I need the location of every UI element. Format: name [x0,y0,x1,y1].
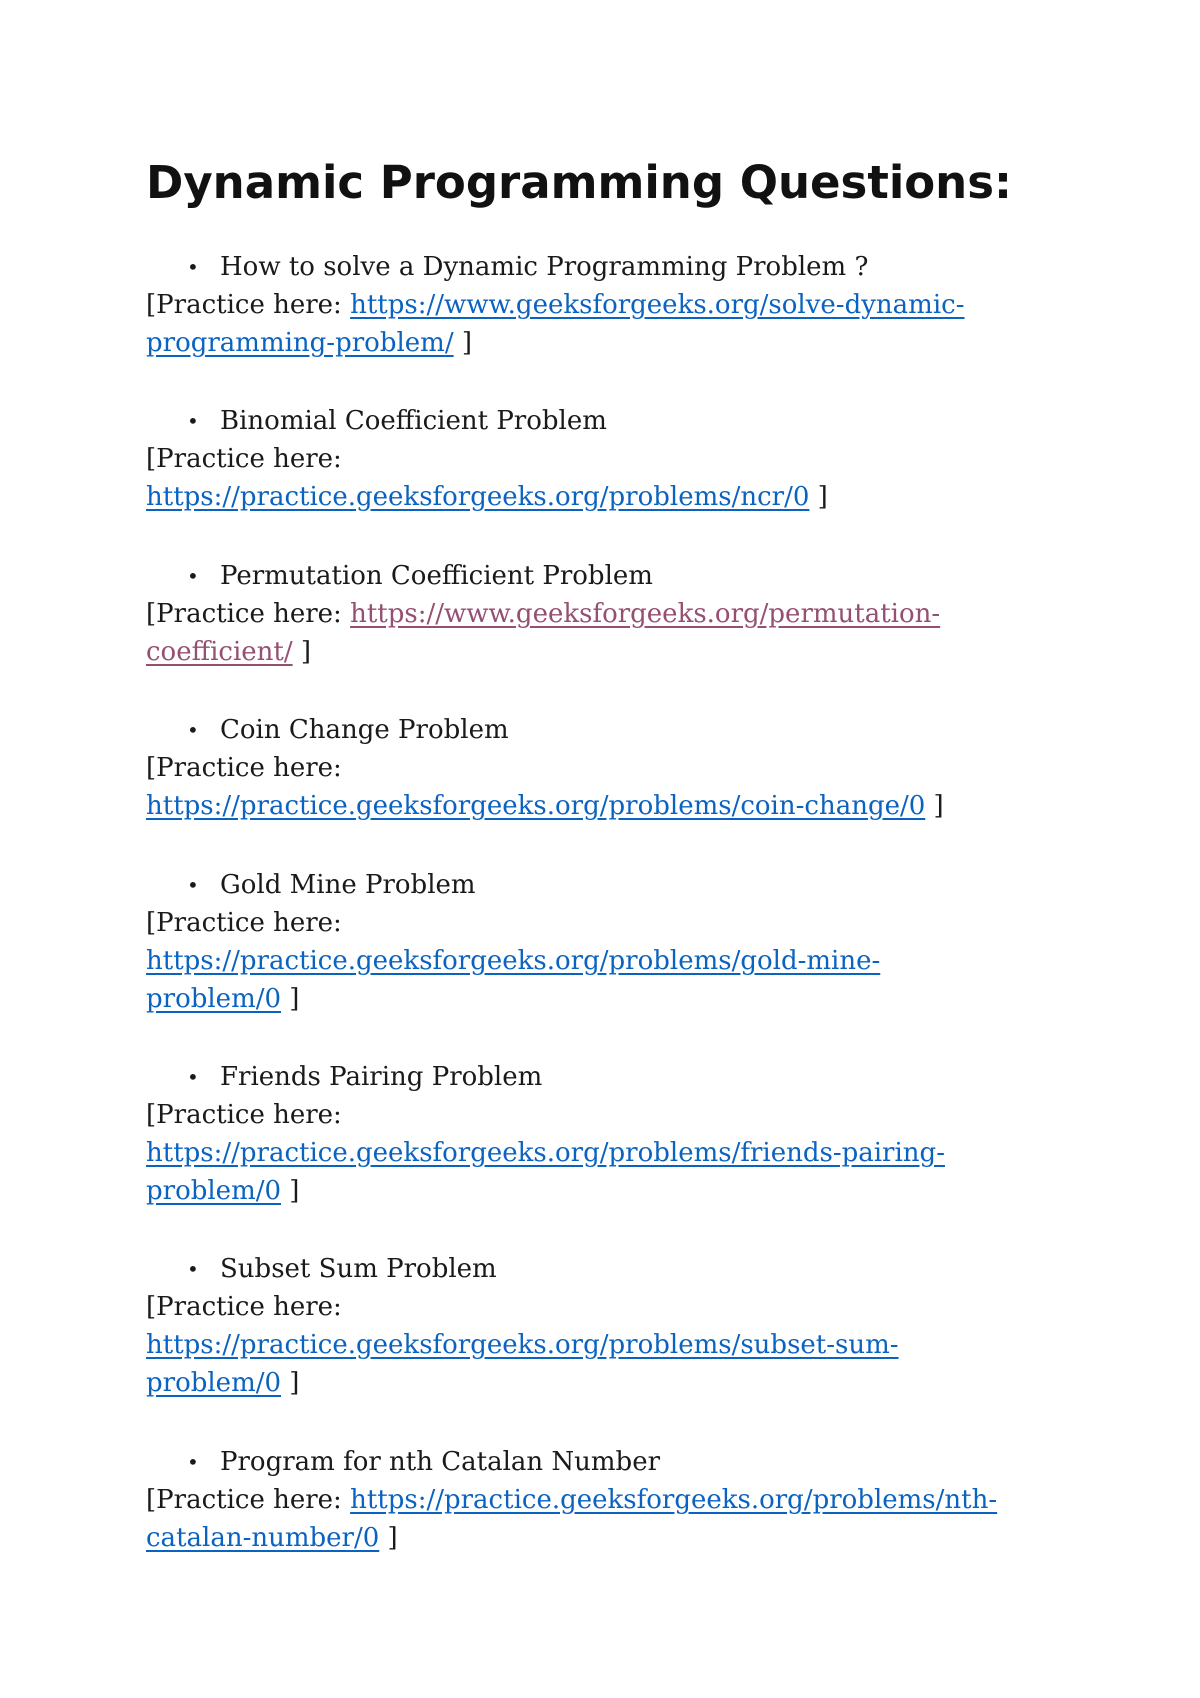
practice-link-continued[interactable]: problem/0 [146,1368,282,1398]
list-item [146,1250,1096,1402]
closing-bracket: ] [292,637,312,667]
problem-title: Binomial Coefficient Problem [220,406,607,436]
practice-link[interactable]: https://practice.geeksforgeeks.org/problems/coin-change/0 [146,791,926,821]
closing-bracket: ] [281,1176,300,1206]
bullet-icon: • [187,564,199,588]
practice-link-continued[interactable]: problem/0 [146,984,282,1014]
problem-title: Gold Mine Problem [220,870,476,900]
list-item [146,402,1096,516]
practice-link[interactable]: https://practice.geeksforgeeks.org/problems/friends-pairing- [146,1138,945,1168]
bullet-icon: • [187,873,199,897]
practice-label: [Practice here: [146,908,342,938]
practice-link-continued[interactable]: coefficient/ [146,637,293,667]
bullet-icon: • [187,1450,199,1474]
practice-link[interactable]: https://practice.geeksforgeeks.org/problems/gold-mine- [146,946,881,976]
closing-bracket: ] [379,1523,398,1553]
practice-label: [Practice here: [146,1100,342,1130]
list-item [146,248,1096,362]
bullet-icon: • [187,718,199,742]
closing-bracket: ] [453,328,473,358]
closing-bracket: ] [281,984,300,1014]
practice-label: [Practice here: [146,444,342,474]
page-title: Dynamic Programming Questions: [146,156,1012,209]
practice-label: [Practice here: [146,753,342,783]
practice-label: [Practice here: [146,1292,342,1322]
practice-label: [Practice here: [146,599,351,629]
closing-bracket: ] [809,482,828,512]
list-item [146,557,1096,671]
practice-link[interactable]: https://practice.geeksforgeeks.org/problems/subset-sum- [146,1330,899,1360]
practice-link-continued[interactable]: programming-problem/ [146,328,454,358]
problem-title: Program for nth Catalan Number [220,1447,661,1477]
problem-title: Permutation Coefficient Problem [220,561,653,591]
bullet-icon: • [187,1257,199,1281]
list-item [146,1443,1096,1557]
list-item [146,711,1096,825]
list-item [146,1058,1096,1210]
bullet-icon: • [187,1065,199,1089]
problem-title: Coin Change Problem [220,715,509,745]
practice-link[interactable]: https://practice.geeksforgeeks.org/problems/ncr/0 [146,482,810,512]
practice-link[interactable]: https://www.geeksforgeeks.org/permutation- [350,599,941,629]
practice-link[interactable]: https://www.geeksforgeeks.org/solve-dynamic- [350,290,965,320]
practice-link-continued[interactable]: catalan-number/0 [146,1523,380,1553]
problem-title: Subset Sum Problem [220,1254,497,1284]
closing-bracket: ] [281,1368,300,1398]
bullet-icon: • [187,409,199,433]
practice-link[interactable]: https://practice.geeksforgeeks.org/problems/nth- [350,1485,998,1515]
problem-title: Friends Pairing Problem [220,1062,543,1092]
practice-label: [Practice here: [146,290,351,320]
problem-title: How to solve a Dynamic Programming Problem ? [220,252,869,282]
practice-link-continued[interactable]: problem/0 [146,1176,282,1206]
practice-label: [Practice here: [146,1485,351,1515]
closing-bracket: ] [925,791,944,821]
bullet-icon: • [187,255,199,279]
list-item [146,866,1096,1018]
